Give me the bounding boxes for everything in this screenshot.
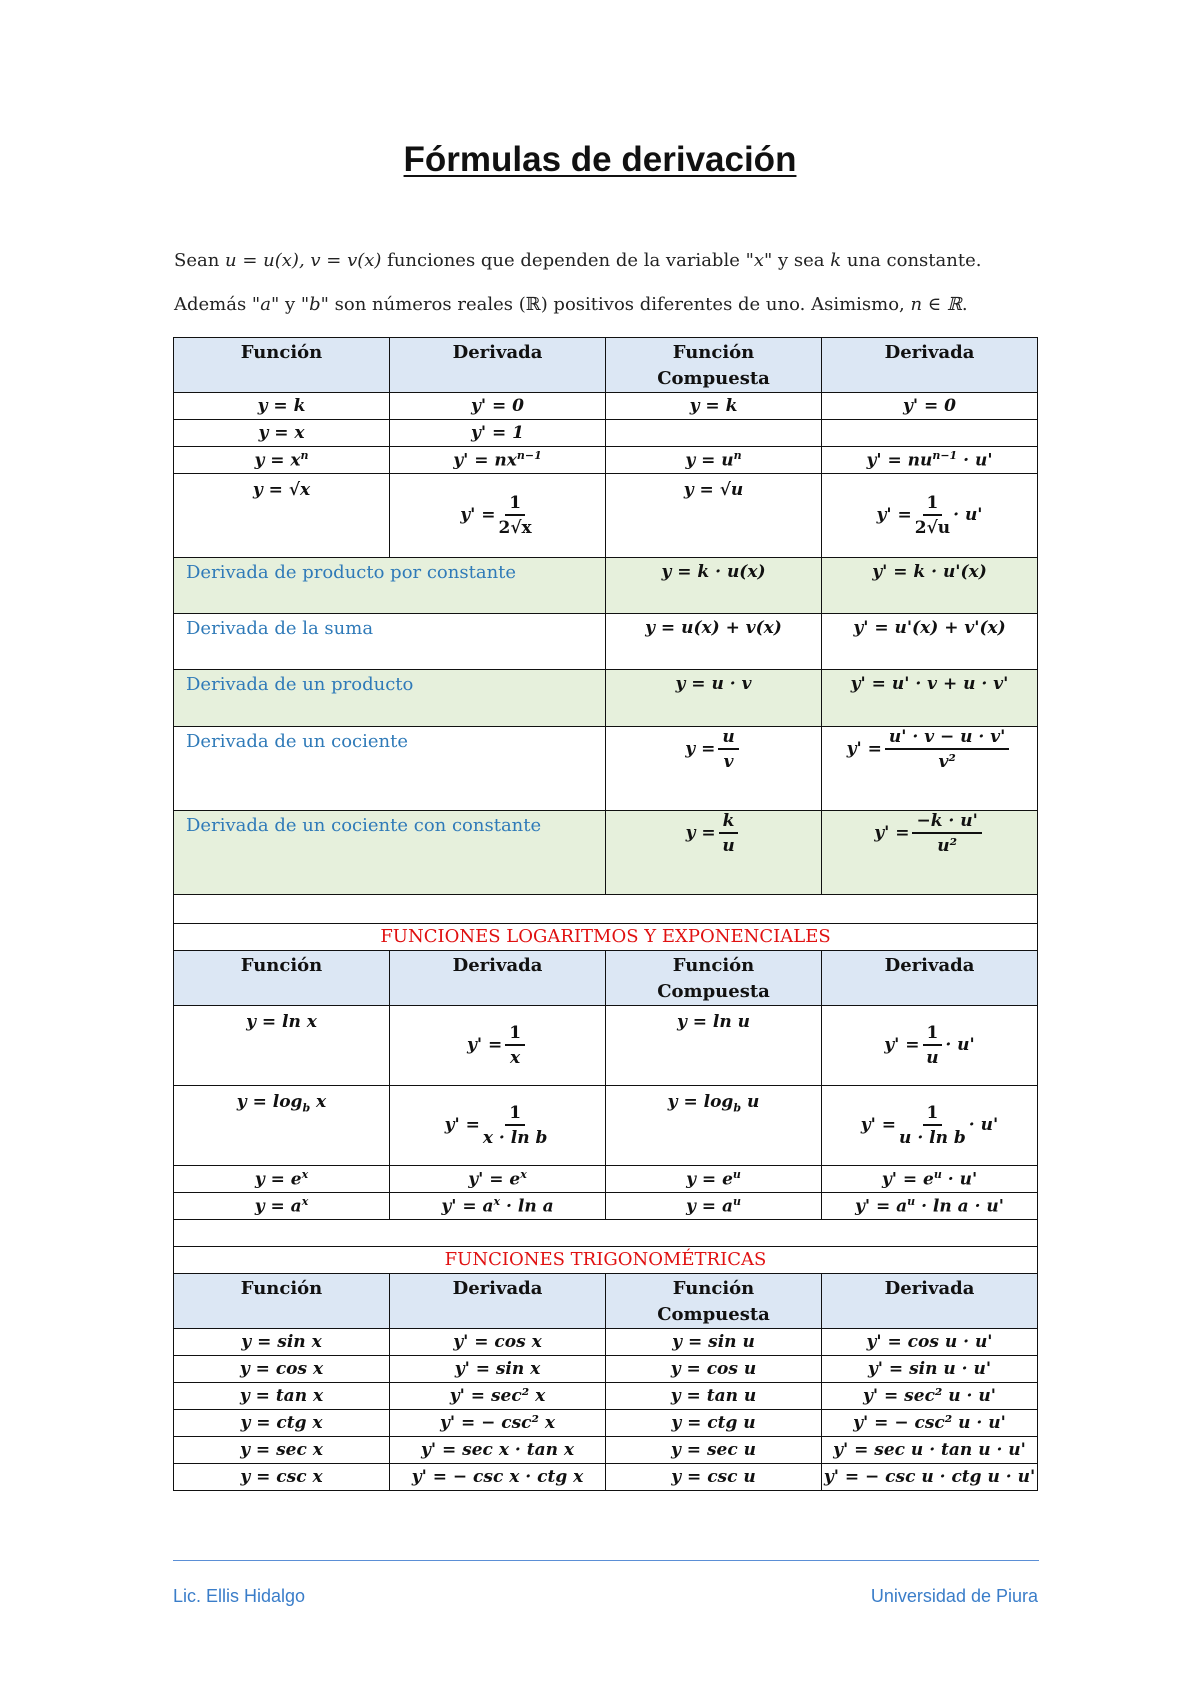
table-header-row [174, 338, 1038, 393]
intro-math: b [309, 294, 321, 315]
intro-text: Sean [174, 250, 226, 271]
table-row [174, 447, 1038, 474]
formula: y' = sec² x [449, 1386, 546, 1406]
formula: $y = e^x$ [174, 1166, 390, 1193]
rule-row [174, 614, 1038, 670]
rule-row [174, 727, 1038, 811]
formula: $y = \log_b x$ [174, 1086, 390, 1166]
formula: $y' = a^x \cdot \ln a$ [390, 1193, 606, 1220]
header-derivada: Derivada [390, 1274, 606, 1329]
formula: y' = u' · v + u · v' [850, 674, 1009, 694]
formula: $y = a^u$ [606, 1193, 822, 1220]
formula: y = sec x [240, 1440, 323, 1460]
section-title-row [174, 1247, 1038, 1274]
formula: y' = sin u · u' [867, 1359, 992, 1379]
formula: y = k [689, 396, 738, 416]
header-funcion: Función [174, 951, 390, 1006]
section-title-log: FUNCIONES LOGARITMOS Y EXPONENCIALES [174, 924, 1038, 951]
table-header-row [174, 951, 1038, 1006]
formula: y' = $\frac{1}{\text{u · ln b}}$ · u' [822, 1086, 1038, 1166]
formula: y' = − csc u · ctg u · u' [823, 1467, 1036, 1487]
rule-row [174, 670, 1038, 727]
derivatives-table [173, 337, 1038, 1491]
section-title-row [174, 924, 1038, 951]
header-funcion-compuesta: Función Compuesta [606, 1274, 822, 1329]
rule-label: Derivada de la suma [174, 614, 606, 670]
intro-text: . [961, 294, 968, 315]
intro-text: Además " [174, 294, 261, 315]
table-row [174, 1437, 1038, 1464]
intro-math: a [260, 294, 271, 315]
formula: y = cos x [239, 1359, 324, 1379]
formula: y = tan x [239, 1386, 324, 1406]
formula: y' = sec x · tan x [421, 1440, 574, 1460]
rule-label: Derivada de producto por constante [174, 558, 606, 614]
intro-math: x [753, 250, 765, 271]
rule-label: Derivada de un cociente [174, 727, 606, 811]
formula: $y' = a^u \cdot \ln a \cdot u'$ [822, 1193, 1038, 1220]
spacer-row [174, 895, 1038, 924]
rule-label: Derivada de un producto [174, 670, 606, 727]
formula: $y = a^x$ [174, 1193, 390, 1220]
formula: $y = x^n$ [174, 447, 390, 474]
formula: $y = \log_b u$ [606, 1086, 822, 1166]
formula: y' = 0 [471, 396, 524, 416]
intro-text: una constante. [841, 250, 982, 271]
section-title-trig: FUNCIONES TRIGONOMÉTRICAS [174, 1247, 1038, 1274]
header-funcion-compuesta: Función Compuesta [606, 951, 822, 1006]
formula: y' = $\frac{1}{u}$ · u' [822, 1006, 1038, 1086]
formula: $y' = e^x$ [390, 1166, 606, 1193]
formula: y = ln x [246, 1012, 317, 1032]
table-row [174, 1086, 1038, 1166]
formula: y = k · u(x) [661, 562, 766, 582]
formula: y' = cos x [453, 1332, 542, 1352]
formula: y = u(x) + v(x) [645, 618, 782, 638]
formula: y' = u'(x) + v'(x) [853, 618, 1006, 638]
formula: y = $\frac{k}{u}$ [606, 811, 822, 895]
formula: y' = $\frac{1}{\text{x · ln b}}$ [390, 1086, 606, 1166]
intro-text: " y sea [764, 250, 831, 271]
formula: y = tan u [670, 1386, 757, 1406]
formula: y' = $\frac{u' \cdot v - u \cdot v'}{\text{v²}}$ [822, 727, 1038, 811]
intro-math: u = u(x), v = v(x) [225, 250, 382, 271]
formula: y = √u [683, 480, 744, 500]
formula: y = ctg u [671, 1413, 756, 1433]
formula: y' = − csc² x [439, 1413, 556, 1433]
header-funcion: Función [174, 1274, 390, 1329]
formula: y' = $\frac{1}{x}$ [390, 1006, 606, 1086]
table-row [174, 1193, 1038, 1220]
intro-text: " son números reales (ℝ) positivos diferentes de uno. Asimismo, [320, 294, 911, 315]
header-derivada: Derivada [822, 1274, 1038, 1329]
formula: y' = $\frac{1}{2√u}$ · u' [822, 474, 1038, 558]
formula: y' = sec² u · u' [863, 1386, 996, 1406]
spacer-row [174, 1220, 1038, 1247]
formula: y' = 1 [471, 423, 524, 443]
header-funcion: Función [174, 338, 390, 393]
formula: y = √x [252, 480, 311, 500]
table-row [174, 1356, 1038, 1383]
formula: y = u · v [675, 674, 752, 694]
rule-row [174, 558, 1038, 614]
formula: y' = $\frac{1}{2√x}$ [390, 474, 606, 558]
formula: $y' = nx^{n-1}$ [390, 447, 606, 474]
formula: y = $\frac{u}{v}$ [606, 727, 822, 811]
formula: y = ctg x [240, 1413, 323, 1433]
header-derivada: Derivada [822, 338, 1038, 393]
formula: y' = $\frac{-k \cdot u'}{\text{u²}}$ [822, 811, 1038, 895]
table-header-row [174, 1274, 1038, 1329]
formula: y = cos u [670, 1359, 757, 1379]
formula: y = sin x [241, 1332, 322, 1352]
formula: y' = sec u · tan u · u' [833, 1440, 1026, 1460]
rule-label: Derivada de un cociente con constante [174, 811, 606, 895]
table-row [174, 393, 1038, 420]
formula: y = x [258, 423, 305, 443]
formula: y' = 0 [903, 396, 956, 416]
formula: $y' = e^u \cdot u'$ [822, 1166, 1038, 1193]
footer-divider [173, 1560, 1039, 1561]
formula: y = sec u [671, 1440, 756, 1460]
formula: y = ln u [676, 1012, 751, 1032]
table-row [174, 474, 1038, 558]
formula: y = sin u [672, 1332, 755, 1352]
footer-institution: Universidad de Piura [870, 1586, 1038, 1606]
table-row [174, 1464, 1038, 1491]
formula: y = csc x [240, 1467, 323, 1487]
intro-line-1 [174, 250, 981, 271]
table-row [174, 1006, 1038, 1086]
intro-math: k [830, 250, 842, 271]
table-row [174, 1329, 1038, 1356]
header-funcion-compuesta: Función Compuesta [606, 338, 822, 393]
formula: y' = − csc² u · u' [853, 1413, 1006, 1433]
intro-text: funciones que dependen de la variable " [381, 250, 754, 271]
header-derivada: Derivada [390, 951, 606, 1006]
table-row [174, 1166, 1038, 1193]
intro-math: n ∈ ℝ [910, 294, 962, 315]
intro-text: " y " [270, 294, 310, 315]
rule-row [174, 811, 1038, 895]
page-title: Fórmulas de derivación [403, 140, 797, 179]
table-row [174, 420, 1038, 447]
formula: y' = k · u'(x) [872, 562, 987, 582]
header-derivada: Derivada [822, 951, 1038, 1006]
formula: $y = e^u$ [606, 1166, 822, 1193]
table-row [174, 1410, 1038, 1437]
formula: y = k [257, 396, 306, 416]
footer-author: Lic. Ellis Hidalgo [173, 1586, 306, 1606]
formula: y' = − csc x · ctg x [411, 1467, 584, 1487]
formula: y = csc u [671, 1467, 756, 1487]
table-row [174, 1383, 1038, 1410]
formula: $y' = nu^{n-1} \cdot u'$ [822, 447, 1038, 474]
formula: y' = sin x [454, 1359, 541, 1379]
intro-line-2 [174, 294, 968, 315]
formula: y' = cos u · u' [866, 1332, 993, 1352]
formula: $y = u^n$ [606, 447, 822, 474]
header-derivada: Derivada [390, 338, 606, 393]
